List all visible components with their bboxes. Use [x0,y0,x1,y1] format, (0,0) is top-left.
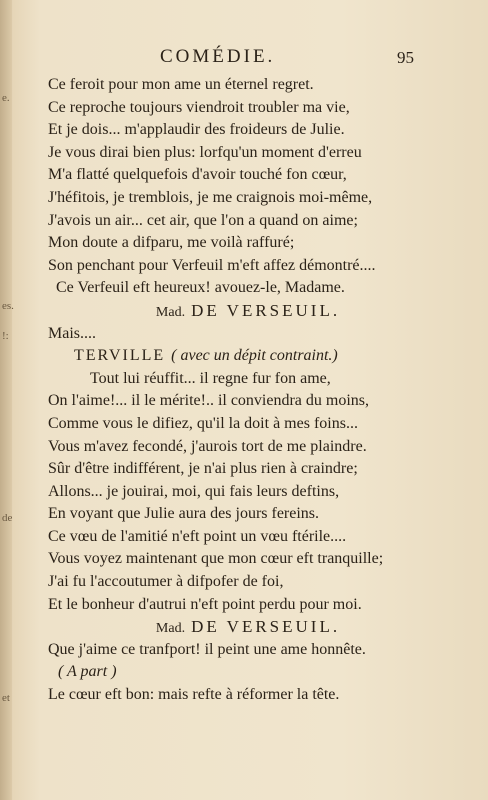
verse-line: Ce Verfeuil eft heureux! avouez-le, Madame. [56,279,345,297]
verse-line: Je vous dirai bien plus: lorfqu'un moment d'erreu [48,143,362,161]
margin-mark: et [2,692,10,704]
speaker-name: DE VERSEUIL. [191,300,341,320]
verse-line: Ce reproche toujours viendroit troubler ma vie, [48,98,350,116]
margin-mark: !: [2,330,9,342]
speaker-heading [48,616,448,639]
verse-line: Et je dois... m'applaudir des froideurs de Julie. [48,121,345,139]
verse-line: Ce vœu de l'amitié n'eft point un vœu ftérile.... [48,527,347,545]
verse-line: Tout lui réuffit... il regne fur fon ame, [90,369,331,387]
running-title: COMÉDIE. [160,46,276,67]
verse-line: Que j'aime ce tranfport! il peint une ame honnête. [48,640,366,658]
verse-line: Vous voyez maintenant que mon cœur eft tranquille; [48,550,384,568]
verse-line: Comme vous le difiez, qu'il la doit à mes foins... [48,414,358,432]
verse-line: Sûr d'être indifférent, je n'ai plus rien à craindre; [48,460,358,478]
margin-mark: es. [2,300,14,312]
page-number: 95 [397,48,414,67]
speaker-heading [48,345,448,368]
verse-line: Le cœur eft bon: mais refte à réformer la tête. [48,686,340,704]
speaker-prefix: Mad. [155,621,186,637]
verse-line: Mais.... [48,324,96,342]
verse-line: Son penchant pour Verfeuil m'eft affez démontré.... [48,256,376,274]
verse-line: On l'aime!... il le mérite!.. il conviendra du moins, [48,392,370,410]
verse-line: J'ai fu l'accoutumer à difpofer de foi, [48,573,284,591]
speaker-heading [48,300,448,323]
margin-mark: e. [2,92,10,104]
page-gutter [0,0,12,800]
verse-line: Ce feroit pour mon ame un éternel regret. [48,76,314,93]
verse-line: Vous m'avez fecondé, j'aurois tort de me plaindre. [48,437,367,455]
margin-mark: de [2,512,13,524]
verse-line: J'héfitois, je tremblois, je me craignois moi-même, [48,188,373,206]
verse-line: Mon doute a difparu, me voilà raffuré; [48,234,295,252]
verse-line: Allons... je jouirai, moi, qui fais leurs deftins, [48,482,340,500]
speaker-name: TERVILLE [74,347,166,365]
speaker-name: DE VERSEUIL. [191,617,341,637]
verse-line: J'avois un air... cet air, que l'on a quand on aime; [48,211,358,229]
verse-text [48,74,448,707]
verse-line: M'a flatté quelquefois d'avoir touché fon cœur, [48,166,347,184]
stage-direction: ( avec un dépit contraint.) [171,347,338,365]
verse-line: En voyant que Julie aura des jours fereins. [48,505,320,523]
verse-line: Et le bonheur d'autrui n'eft point perdu pour moi. [48,595,362,613]
speaker-prefix: Mad. [155,304,186,320]
stage-direction: ( A part ) [58,663,117,681]
running-head [0,46,488,70]
